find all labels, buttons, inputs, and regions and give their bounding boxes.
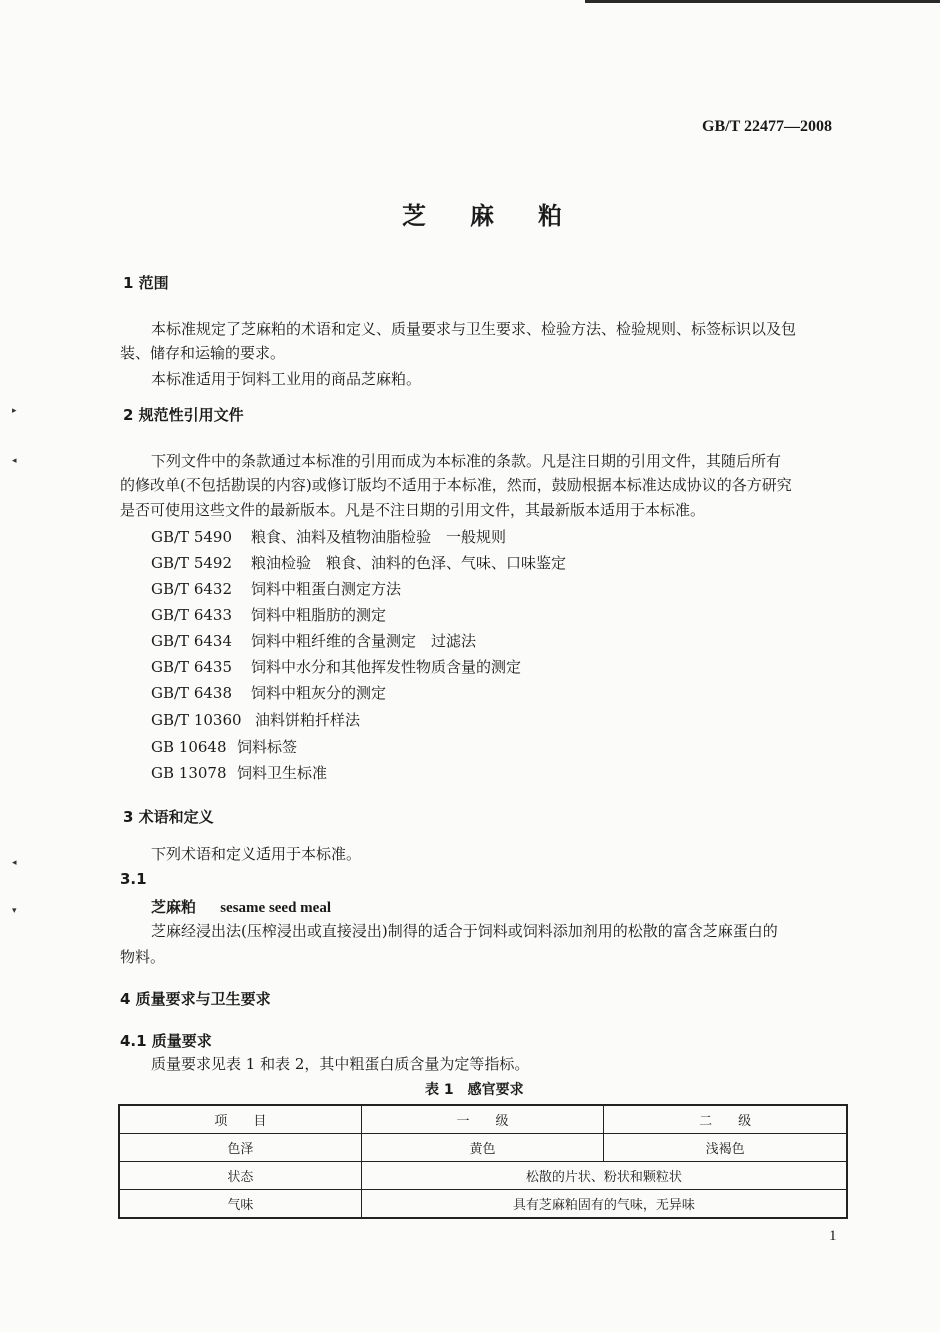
table-cell-item: 色泽 xyxy=(119,1134,361,1162)
section-1-paragraph-1-line-2: 装、储存和运输的要求。 xyxy=(120,344,286,362)
reference-item xyxy=(151,604,386,625)
term-definition-line-2: 物料。 xyxy=(120,948,166,966)
reference-code: GB 10648 xyxy=(151,738,227,756)
section-4-1-paragraph: 质量要求见表 1 和表 2，其中粗蛋白质含量为定等指标。 xyxy=(151,1055,530,1073)
reference-item xyxy=(151,682,386,703)
reference-code: GB/T 6435 xyxy=(151,658,233,676)
table-row xyxy=(119,1190,847,1219)
reference-item xyxy=(151,709,360,730)
scan-mark: ▾ xyxy=(12,906,17,916)
table-1-caption: 表 1 感官要求 xyxy=(425,1082,524,1098)
table-cell-item: 气味 xyxy=(119,1190,361,1219)
scan-mark: ◂ xyxy=(12,858,17,868)
section-3-heading: 3 术语和定义 xyxy=(123,808,214,826)
reference-item xyxy=(151,736,297,757)
table-header-cell: 项 目 xyxy=(119,1105,361,1134)
table-row xyxy=(119,1162,847,1190)
reference-title: 饲料中粗纤维的含量测定 过滤法 xyxy=(251,632,477,650)
standard-number: GB/T 22477—2008 xyxy=(702,118,832,135)
reference-code: GB/T 10360 xyxy=(151,711,242,729)
page-title: 芝麻粕 xyxy=(402,202,606,230)
reference-title: 饲料中粗脂肪的测定 xyxy=(251,606,387,624)
reference-title: 粮油检验 粮食、油料的色泽、气味、口味鉴定 xyxy=(251,554,567,572)
reference-code: GB/T 5490 xyxy=(151,528,233,546)
table-cell-merged: 松散的片状、粉状和颗粒状 xyxy=(361,1162,847,1190)
reference-title: 油料饼粕扦样法 xyxy=(255,711,361,729)
table-row xyxy=(119,1134,847,1162)
reference-title: 粮食、油料及植物油脂检验 一般规则 xyxy=(251,528,507,546)
table-cell-merged: 具有芝麻粕固有的气味，无异味 xyxy=(361,1190,847,1219)
table-header-cell: 二 级 xyxy=(604,1105,847,1134)
term-english: sesame seed meal xyxy=(220,900,332,916)
section-1-paragraph-1-line-1: 本标准规定了芝麻粕的术语和定义、质量要求与卫生要求、检验方法、检验规则、标签标识以及包 xyxy=(151,320,797,338)
reference-title: 饲料标签 xyxy=(237,738,298,756)
reference-item xyxy=(151,762,327,783)
reference-title: 饲料卫生标准 xyxy=(237,764,328,782)
reference-code: GB 13078 xyxy=(151,764,227,782)
table-1-sensory-requirements xyxy=(118,1104,848,1219)
table-header-cell: 一 级 xyxy=(361,1105,603,1134)
top-border-rule xyxy=(585,0,940,3)
reference-item xyxy=(151,578,401,599)
table-cell-grade-1: 黄色 xyxy=(361,1134,603,1162)
reference-title: 饲料中粗蛋白测定方法 xyxy=(251,580,402,598)
section-2-paragraph-line-2: 的修改单(不包括勘误的内容)或修订版均不适用于本标准，然而，鼓励根据本标准达成协议的各方研究 xyxy=(120,476,792,494)
reference-item xyxy=(151,526,506,547)
clause-number: 3.1 xyxy=(120,870,147,888)
section-1-paragraph-2: 本标准适用于饲料工业用的商品芝麻粕。 xyxy=(151,370,422,388)
scan-mark: ◂ xyxy=(12,456,17,466)
subsection-4-1-heading: 4.1 质量要求 xyxy=(120,1032,212,1050)
term-chinese: 芝麻粕 xyxy=(151,898,197,916)
term-definition-line-1: 芝麻经浸出法(压榨浸出或直接浸出)制得的适合于饲料或饲料添加剂用的松散的富含芝麻蛋白的 xyxy=(151,922,778,940)
reference-item xyxy=(151,552,566,573)
reference-code: GB/T 6438 xyxy=(151,684,233,702)
scan-mark: ▸ xyxy=(12,406,17,416)
table-cell-grade-2: 浅褐色 xyxy=(604,1134,847,1162)
reference-code: GB/T 6434 xyxy=(151,632,233,650)
reference-code: GB/T 5492 xyxy=(151,554,233,572)
section-2-paragraph-line-1: 下列文件中的条款通过本标准的引用而成为本标准的条款。凡是注日期的引用文件，其随后所有 xyxy=(151,452,782,470)
reference-title: 饲料中水分和其他挥发性物质含量的测定 xyxy=(251,658,522,676)
reference-item xyxy=(151,656,521,677)
section-2-paragraph-line-3: 是否可使用这些文件的最新版本。凡是不注日期的引用文件，其最新版本适用于本标准。 xyxy=(120,501,706,519)
reference-code: GB/T 6432 xyxy=(151,580,233,598)
reference-code: GB/T 6433 xyxy=(151,606,233,624)
reference-title: 饲料中粗灰分的测定 xyxy=(251,684,387,702)
section-4-heading: 4 质量要求与卫生要求 xyxy=(120,990,271,1008)
table-cell-item: 状态 xyxy=(119,1162,361,1190)
section-2-heading: 2 规范性引用文件 xyxy=(123,406,244,424)
section-1-heading: 1 范围 xyxy=(123,274,169,292)
term-line xyxy=(151,896,331,917)
page-number: 1 xyxy=(829,1228,837,1244)
table-header-row xyxy=(119,1105,847,1134)
reference-item xyxy=(151,630,476,651)
section-3-intro: 下列术语和定义适用于本标准。 xyxy=(151,845,362,863)
